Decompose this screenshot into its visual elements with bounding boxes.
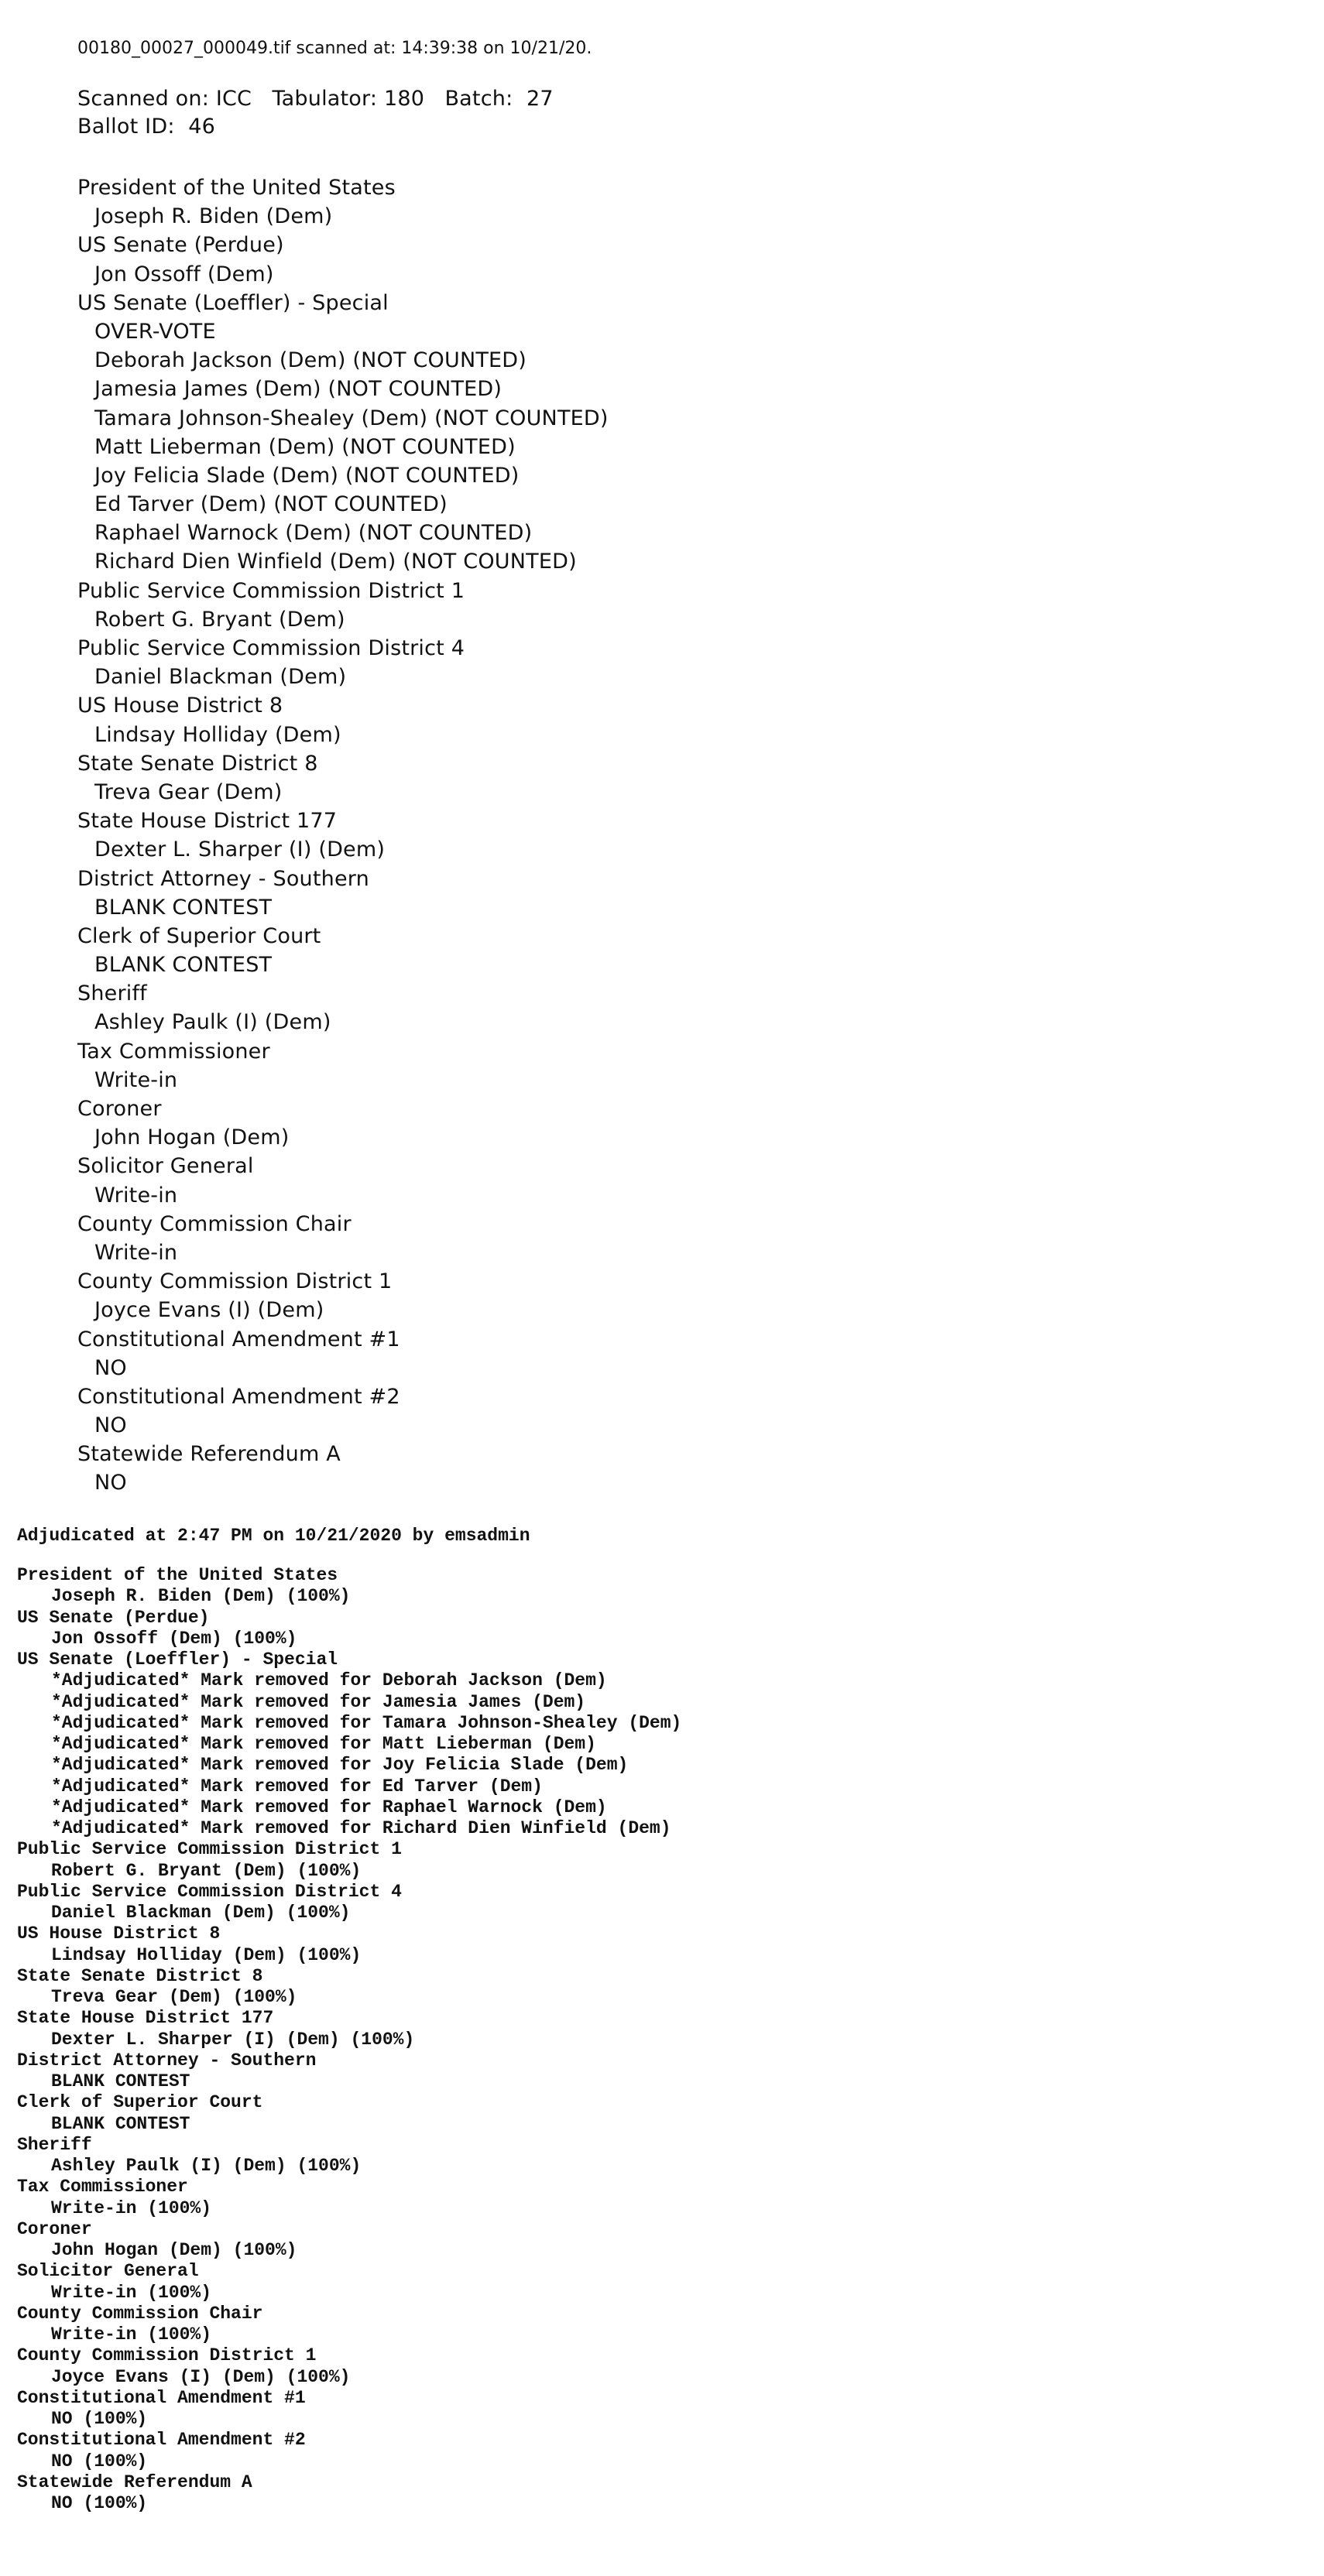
contest-title: Public Service Commission District 1: [77, 578, 465, 603]
contest-title: US Senate (Perdue): [17, 1607, 210, 1628]
contest-selection: BLANK CONTEST: [51, 2071, 190, 2091]
contest-title: US Senate (Loeffler) - Special: [17, 1649, 338, 1670]
contest-selection: BLANK CONTEST: [51, 2113, 190, 2134]
contest-title: County Commission District 1: [17, 2345, 317, 2366]
contest-selection: Ed Tarver (Dem) (NOT COUNTED): [94, 492, 448, 517]
contest-title: US Senate (Loeffler) - Special: [77, 290, 389, 315]
contest-selection: Deborah Jackson (Dem) (NOT COUNTED): [94, 348, 527, 373]
contest-selection: Treva Gear (Dem): [94, 779, 283, 804]
contest-selection: Matt Lieberman (Dem) (NOT COUNTED): [94, 434, 516, 459]
contest-title: County Commission Chair: [77, 1211, 352, 1236]
contest-selection: Robert G. Bryant (Dem) (100%): [51, 1860, 362, 1881]
contest-selection: Jamesia James (Dem) (NOT COUNTED): [94, 377, 503, 402]
contest-selection: Joyce Evans (I) (Dem): [94, 1298, 324, 1323]
contest-selection: John Hogan (Dem) (100%): [51, 2240, 297, 2260]
contest-title: Public Service Commission District 4: [77, 636, 465, 660]
adjudication-header: Adjudicated at 2:47 PM on 10/21/2020 by emsadmin: [17, 1526, 530, 1546]
contest-selection: Jon Ossoff (Dem) (100%): [51, 1628, 297, 1649]
contest-title: Constitutional Amendment #1: [77, 1327, 400, 1351]
contest-selection: Dexter L. Sharper (I) (Dem) (100%): [51, 2029, 415, 2050]
contest-selection: Raphael Warnock (Dem) (NOT COUNTED): [94, 521, 533, 546]
contest-title: Solicitor General: [17, 2261, 199, 2282]
ballot-id-value: 46: [188, 115, 215, 139]
contest-selection: BLANK CONTEST: [94, 895, 273, 920]
ballot-id-line: [77, 115, 215, 139]
scanned-on-value: ICC: [215, 87, 252, 111]
contest-title: US House District 8: [77, 694, 283, 718]
contest-selection: BLANK CONTEST: [94, 953, 273, 978]
contest-title: US House District 8: [17, 1923, 221, 1944]
contest-selection: Ashley Paulk (I) (Dem): [94, 1010, 331, 1035]
contest-selection: Lindsay Holliday (Dem) (100%): [51, 1944, 362, 1965]
contest-selection: Write-in: [94, 1240, 178, 1265]
ballot-id-label: Ballot ID:: [77, 115, 175, 139]
contest-title: Public Service Commission District 4: [17, 1881, 402, 1902]
contest-title: District Attorney - Southern: [77, 866, 369, 891]
contest-selection: NO (100%): [51, 2409, 148, 2429]
contest-selection: OVER-VOTE: [94, 319, 216, 344]
contest-selection: *Adjudicated* Mark removed for Matt Lieberman (Dem): [51, 1734, 596, 1754]
contest-selection: NO (100%): [51, 2451, 148, 2472]
contest-title: Coroner: [17, 2218, 92, 2239]
batch-label: Batch:: [444, 87, 513, 111]
contest-title: County Commission District 1: [77, 1269, 393, 1294]
contest-selection: Ashley Paulk (I) (Dem) (100%): [51, 2156, 362, 2176]
contest-selection: Daniel Blackman (Dem) (100%): [51, 1903, 351, 1923]
contest-selection: *Adjudicated* Mark removed for Raphael Warnock (Dem): [51, 1797, 607, 1817]
contest-title: Constitutional Amendment #2: [17, 2430, 306, 2451]
contest-title: Clerk of Superior Court: [17, 2092, 263, 2113]
contest-selection: Jon Ossoff (Dem): [94, 262, 274, 286]
contest-title: Coroner: [77, 1097, 162, 1121]
contest-selection: Treva Gear (Dem) (100%): [51, 1987, 297, 2007]
contest-selection: *Adjudicated* Mark removed for Tamara Johnson-Shealey (Dem): [51, 1712, 682, 1733]
scan-header: 00180_00027_000049.tif scanned at: 14:39:38 on 10/21/20.: [77, 39, 592, 58]
contest-selection: *Adjudicated* Mark removed for Ed Tarver (Dem): [51, 1776, 543, 1797]
scan-meta-line: [77, 87, 554, 111]
contest-title: Sheriff: [77, 981, 147, 1006]
contest-title: State House District 177: [17, 2008, 274, 2029]
contest-selection: Daniel Blackman (Dem): [94, 665, 347, 690]
contest-title: Sheriff: [17, 2134, 92, 2155]
contest-selection: John Hogan (Dem): [94, 1125, 290, 1150]
scanned-on-label: Scanned on:: [77, 87, 210, 111]
contest-title: Tax Commissioner: [17, 2177, 188, 2197]
contest-selection: Write-in: [94, 1183, 178, 1208]
adjudication-record: [17, 1523, 1302, 2514]
tabulator-label: Tabulator:: [272, 87, 378, 111]
contest-selection: *Adjudicated* Mark removed for Richard Dien Winfield (Dem): [51, 1818, 671, 1838]
contest-selection: Write-in (100%): [51, 2197, 212, 2218]
contest-title: Statewide Referendum A: [17, 2472, 252, 2492]
contest-title: State House District 177: [77, 809, 338, 834]
contest-title: State Senate District 8: [17, 1965, 263, 1986]
contest-selection: *Adjudicated* Mark removed for Jamesia James (Dem): [51, 1691, 586, 1712]
contest-selection: Joyce Evans (I) (Dem) (100%): [51, 2366, 351, 2387]
contest-title: Constitutional Amendment #1: [17, 2387, 306, 2408]
contest-selection: Write-in (100%): [51, 2282, 212, 2303]
contest-title: Constitutional Amendment #2: [77, 1384, 400, 1409]
contest-selection: Richard Dien Winfield (Dem) (NOT COUNTED): [94, 550, 577, 574]
adjudication-contest-list: [17, 1565, 1302, 2514]
contest-selection: *Adjudicated* Mark removed for Deborah Jackson (Dem): [51, 1670, 607, 1691]
contest-title: State Senate District 8: [77, 751, 318, 776]
contest-selection: Joseph R. Biden (Dem): [94, 204, 333, 229]
contest-selection: NO: [94, 1413, 127, 1438]
contest-title: District Attorney - Southern: [17, 2050, 317, 2071]
contest-title: US Senate (Perdue): [77, 233, 284, 258]
contest-selection: Dexter L. Sharper (I) (Dem): [94, 838, 386, 862]
contest-title: President of the United States: [17, 1565, 338, 1585]
contest-title: Clerk of Superior Court: [77, 923, 321, 948]
contest-selection: Lindsay Holliday (Dem): [94, 722, 341, 747]
contest-selection: Joseph R. Biden (Dem) (100%): [51, 1586, 351, 1607]
contest-selection: Tamara Johnson-Shealey (Dem) (NOT COUNTED): [94, 406, 609, 430]
contest-title: Public Service Commission District 1: [17, 1839, 402, 1860]
contest-selection: Robert G. Bryant (Dem): [94, 607, 345, 632]
contest-selection: *Adjudicated* Mark removed for Joy Felicia Slade (Dem): [51, 1755, 629, 1776]
contest-selection: Write-in: [94, 1067, 178, 1092]
contest-title: County Commission Chair: [17, 2303, 263, 2324]
contest-title: Tax Commissioner: [77, 1039, 270, 1064]
contest-selection: NO (100%): [51, 2493, 148, 2513]
scan-contest-list: [77, 173, 609, 1498]
batch-value: 27: [526, 87, 554, 111]
contest-title: Statewide Referendum A: [77, 1442, 341, 1467]
contest-selection: Joy Felicia Slade (Dem) (NOT COUNTED): [94, 463, 520, 488]
contest-selection: NO: [94, 1355, 127, 1380]
tabulator-value: 180: [383, 87, 425, 111]
contest-selection: Write-in (100%): [51, 2324, 212, 2345]
contest-title: Solicitor General: [77, 1154, 254, 1179]
contest-title: President of the United States: [77, 176, 396, 200]
contest-selection: NO: [94, 1471, 127, 1495]
